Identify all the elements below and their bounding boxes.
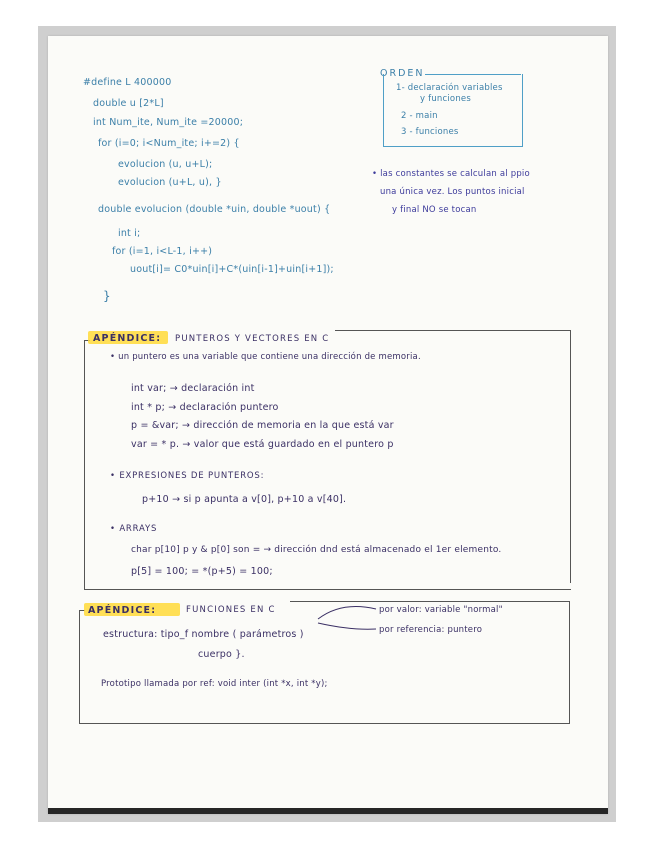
orden-item-3: 3 - funciones [401,127,459,137]
apendice1-arrays-title: • ARRAYS [110,524,158,534]
arrow-to-por-referencia [318,623,376,629]
apendice2-por-valor: por valor: variable "normal" [379,605,503,615]
orden-item-1: 1- declaración variables [396,83,503,93]
code-int-i: int i; [118,228,141,239]
apendice1-expr: p+10 → si p apunta a v[0], p+10 a v[40]. [142,494,347,505]
apendice1-definition: • un puntero es una variable que contiene una dirección de memoria. [110,352,421,362]
apendice1-line-4: var = * p. → valor que está guardado en el puntero p [131,439,394,450]
apendice2-cuerpo: cuerpo }. [198,649,245,660]
apendice1-line-3: p = &var; → dirección de memoria en la que está var [131,420,394,431]
apendice1-line-2: int * p; → declaración puntero [131,402,279,413]
orden-title: ORDEN [380,68,425,79]
code-evol1: evolucion (u, u+L); [118,159,213,170]
code-evol2: evolucion (u+L, u), } [118,177,222,188]
code-for-inner: for (i=1, i<L-1, i++) [112,246,213,257]
apendice1-array-line-1: char p[10] p y & p[0] son = → dirección dnd está almacenado el 1er elemento. [131,545,502,555]
apendice2-title: FUNCIONES EN C [186,605,276,615]
code-define: #define L 400000 [83,77,172,88]
code-double-evolucion: double evolucion (double *uin, double *uout) { [98,204,331,215]
orden-item-1b: y funciones [420,94,471,104]
note-line-3: y final NO se tocan [392,205,477,215]
apendice2-estructura: estructura: tipo_f nombre ( parámetros ) [103,629,304,640]
note-line-1: • las constantes se calculan al ppio [372,169,530,179]
code-double-u: double u [2*L] [93,98,164,109]
apendice1-array-line-2: p[5] = 100; = *(p+5) = 100; [131,566,273,577]
apendice2-label: APÉNDICE: [88,605,157,616]
orden-item-2: 2 - main [401,111,438,121]
apendice2-por-referencia: por referencia: puntero [379,625,483,635]
code-uout: uout[i]= C0*uin[i]+C*(uin[i-1]+uin[i+1]); [130,264,334,275]
apendice1-expr-title: • EXPRESIONES DE PUNTEROS: [110,471,265,481]
note-line-2: una única vez. Los puntos inicial [380,187,525,197]
arrow-to-por-valor [318,606,376,619]
code-for-loop: for (i=0; i<Num_ite; i+=2) { [98,138,240,149]
apendice2-prototipo: Prototipo llamada por ref: void inter (int *x, int *y); [101,679,328,689]
apendice1-title: PUNTEROS Y VECTORES EN C [175,334,330,344]
apendice1-label: APÉNDICE: [93,333,162,344]
apendice1-line-1: int var; → declaración int [131,383,255,394]
code-int-num: int Num_ite, Num_ite =20000; [93,117,244,128]
code-close-brace: } [103,289,111,303]
